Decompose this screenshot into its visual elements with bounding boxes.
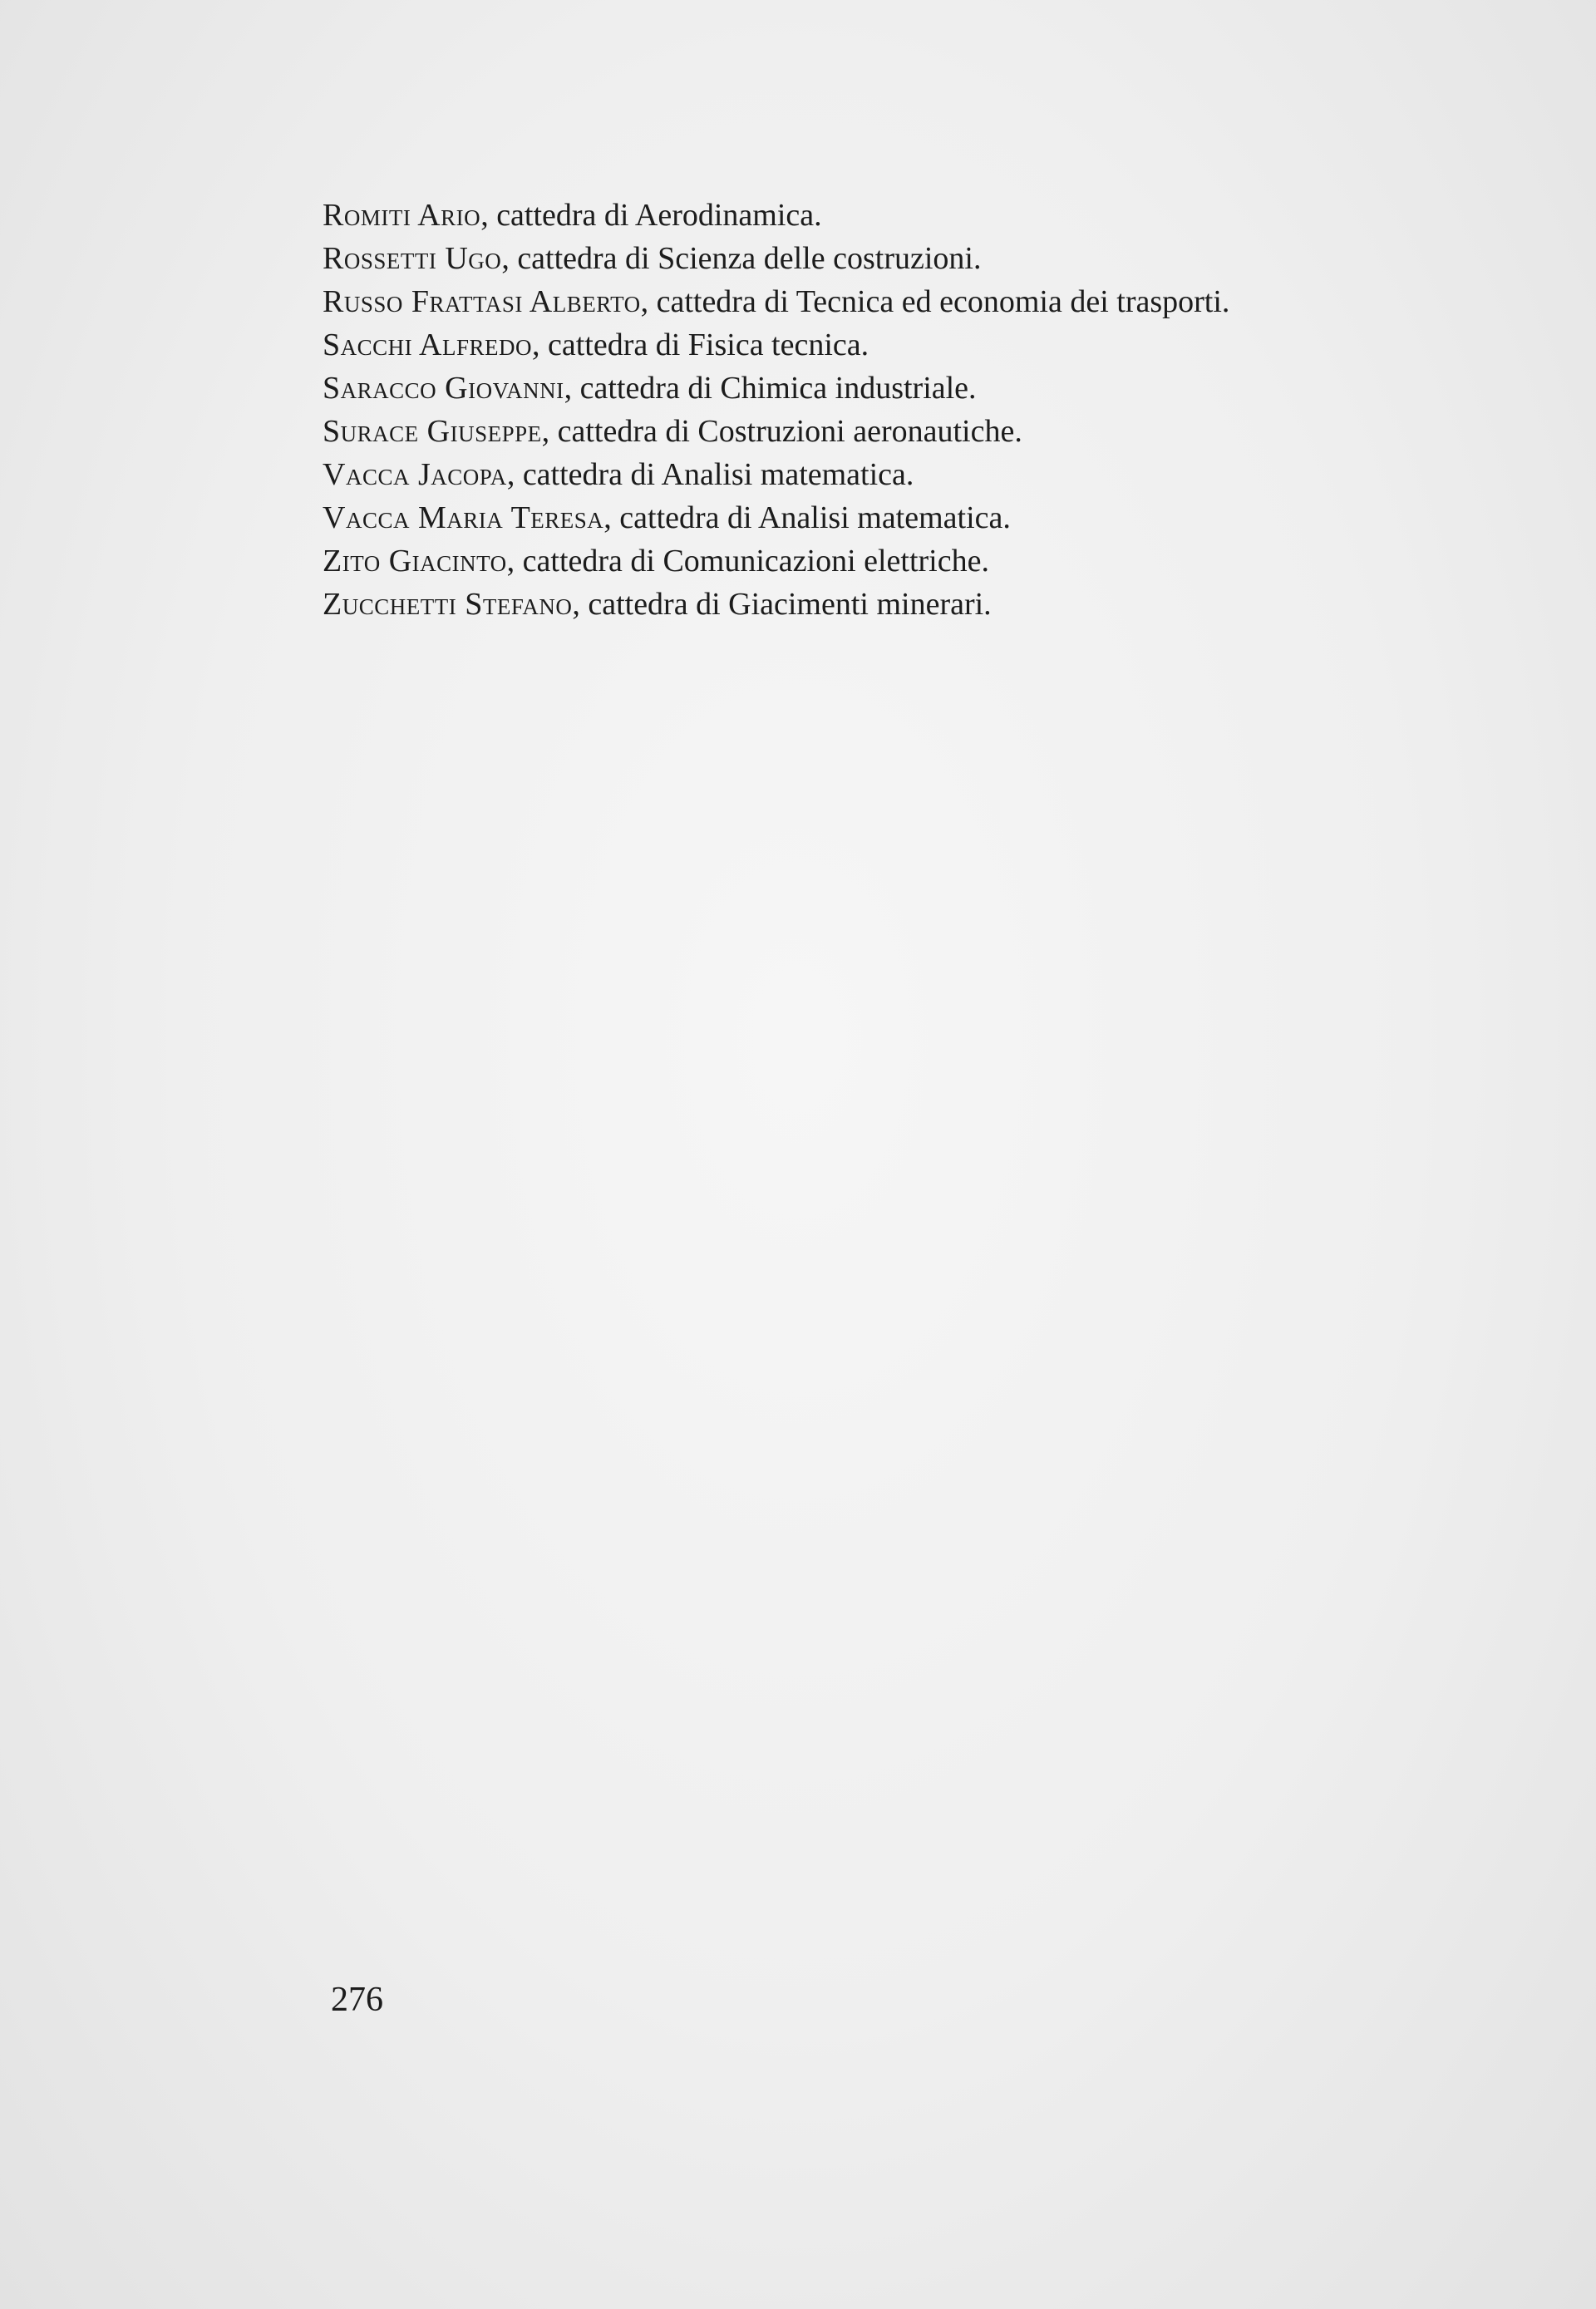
- person-name: Sacchi Alfredo: [323, 327, 532, 362]
- chair-description: , cattedra di Scienza delle costruzioni.: [501, 241, 982, 276]
- list-item: [323, 539, 1445, 583]
- list-item: [323, 410, 1445, 453]
- person-name: Zucchetti Stefano: [323, 587, 573, 622]
- list-item: [323, 496, 1445, 539]
- chair-description: , cattedra di Analisi matematica.: [603, 500, 1011, 535]
- chair-description: , cattedra di Aerodinamica.: [480, 198, 822, 233]
- person-name: Russo Frattasi Alberto: [323, 284, 641, 319]
- chair-description: , cattedra di Comunicazioni elettriche.: [506, 544, 989, 578]
- list-item: [323, 583, 1445, 626]
- chair-description: , cattedra di Costruzioni aeronautiche.: [541, 414, 1022, 449]
- person-name: Saracco Giovanni: [323, 371, 564, 406]
- chair-description: , cattedra di Tecnica ed economia dei trasporti.: [640, 284, 1230, 319]
- list-item: [323, 323, 1445, 367]
- page-number: 276: [331, 1981, 383, 2019]
- chair-description: , cattedra di Chimica industriale.: [564, 371, 977, 406]
- person-name: Zito Giacinto: [323, 544, 507, 578]
- chair-description: , cattedra di Analisi matematica.: [506, 457, 914, 492]
- list-item: [323, 237, 1445, 280]
- chair-description: , cattedra di Fisica tecnica.: [532, 327, 869, 362]
- list-item: [323, 194, 1445, 237]
- person-name: Surace Giuseppe: [323, 414, 542, 449]
- list-item: [323, 453, 1445, 496]
- chair-description: , cattedra di Giacimenti minerari.: [572, 587, 992, 622]
- list-item: [323, 367, 1445, 410]
- person-name: Romiti Ario: [323, 198, 481, 233]
- person-name: Rossetti Ugo: [323, 241, 502, 276]
- list-item: [323, 280, 1445, 323]
- person-name: Vacca Jacopa: [323, 457, 507, 492]
- faculty-list: [323, 194, 1445, 626]
- person-name: Vacca Maria Teresa: [323, 500, 604, 535]
